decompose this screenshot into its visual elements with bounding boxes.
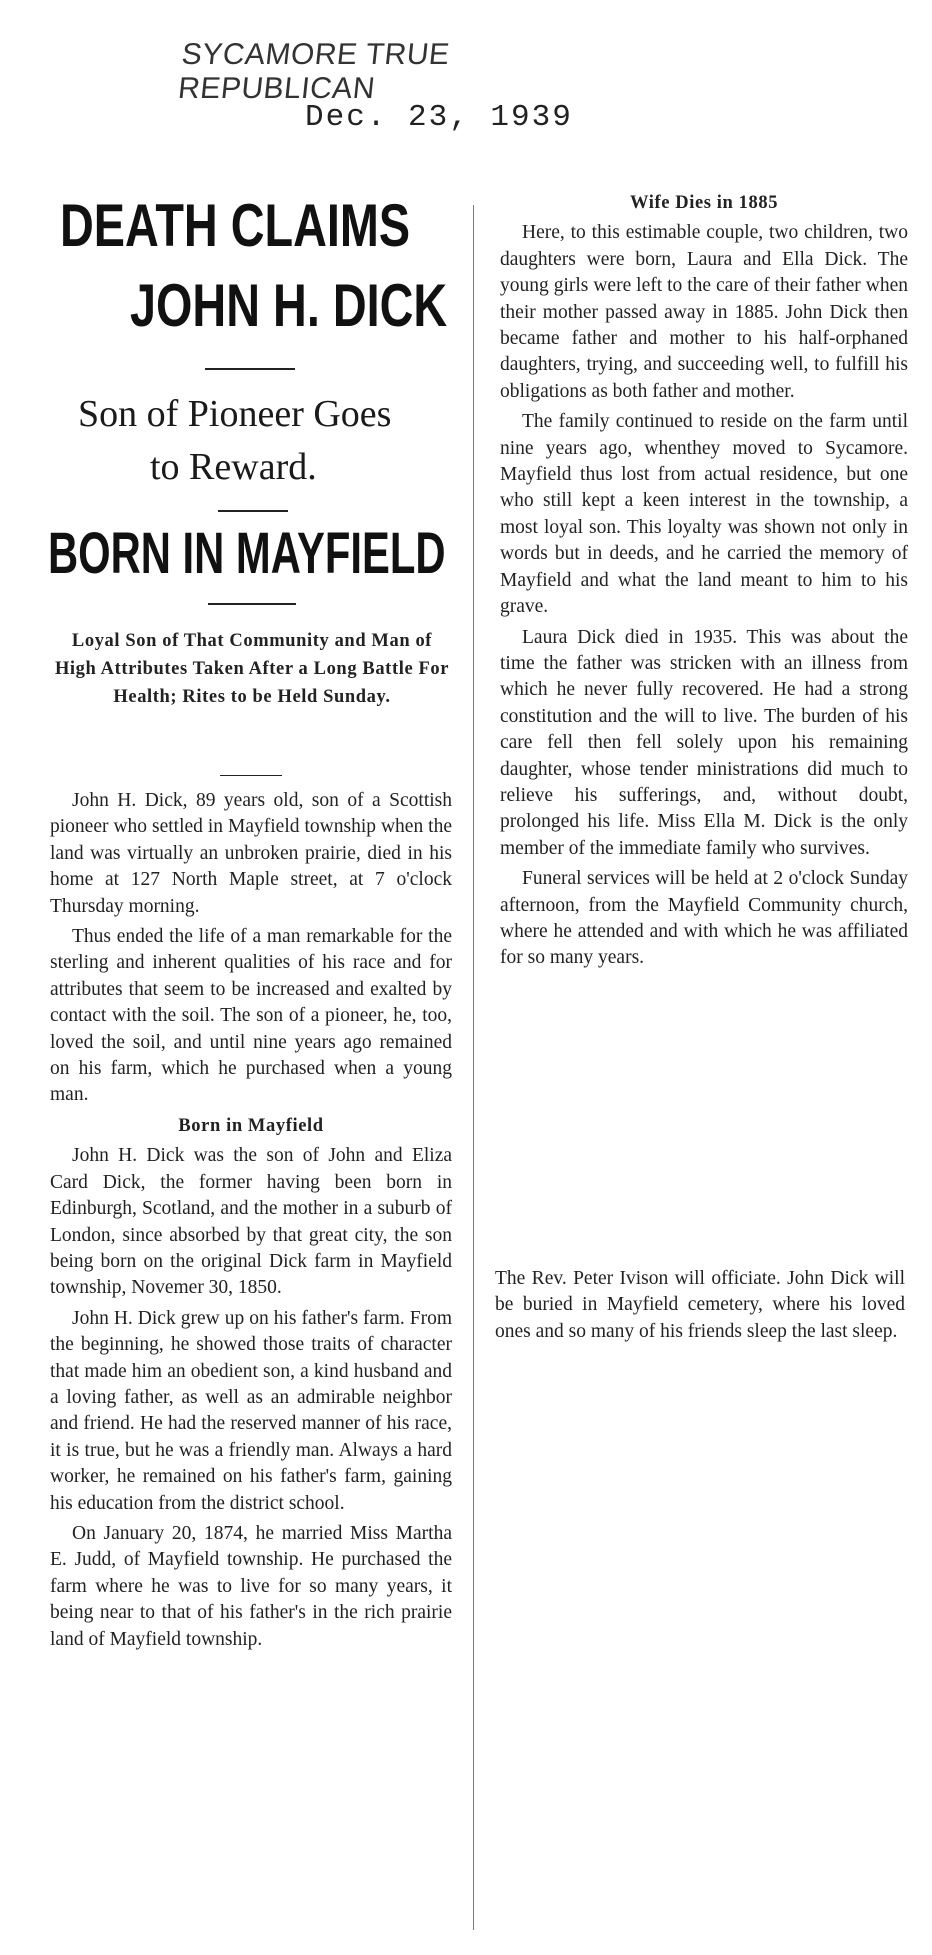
paragraph: John H. Dick, 89 years old, son of a Scottish pioneer who settled in Mayfield township when the land was virtually an unbroken prairie, died in his home at 127 North Maple street, at 7 o'clock Thursday morning. [50,790,452,917]
paragraph: Thus ended the life of a man remarkable for the sterling and inherent qualities of his race and for attributes that seem to be increased and exalted by contact with the soil. The son of a pioneer, he, too, loved the soil, and until nine years ago remained on his farm, which he purchased when a young man. [50,926,452,1106]
masthead-title: SYCAMORE TRUE REPUBLICAN [176,38,452,105]
headline-born-in-mayfield: BORN IN MAYFIELD [48,521,446,586]
paragraph: On January 20, 1874, he married Miss Martha E. Judd, of Mayfield township. He purchased the farm where he was to live for so many years, it being near to that of his father's in the rich prairie land of Mayfield township. [50,1522,452,1650]
column-rule [473,205,474,1930]
dateline: Dec. 23, 1939 [305,100,573,135]
subheadline: Loyal Son of That Community and Man of High Attributes Taken After a Long Battle For Health; Rites to be Held Sunday. [54,631,450,707]
paragraph: John H. Dick was the son of John and Eliza Card Dick, the former having been born in Edinburgh, Scotland, and the mother in a suburb of London, since absorbed by that great city, the son being born on the original Dick farm in Mayfield township, Novemer 30, 1850. [50,1145,452,1299]
paragraph: Funeral services will be held at 2 o'clock Sunday afternoon, from the Mayfield Community church, where he attended and with which he was affiliated for so many years. [500,868,908,969]
left-column-body [50,788,452,1657]
section-heading-born-in-mayfield: Born in Mayfield [178,1115,324,1136]
subhead-divider [220,775,282,776]
headline2-divider [208,603,296,605]
headline-line-1: DEATH CLAIMS [60,192,411,259]
section-heading-wife-dies: Wife Dies in 1885 [629,193,779,213]
paragraph: Here, to this estimable couple, two children, two daughters were born, Laura and Ella Dick. The young girls were left to the care of their father when their mother passed away in 1885. John Dick then became father and mother to his half-orphaned daughters, trying, and succeeding well, to fulfill his obligations as both father and mother. [500,222,908,402]
paragraph: John H. Dick grew up on his father's farm. From the beginning, he showed those traits of character that made him an obedient son, a kind husband and a loving father, as well as an admirable neighbor and friend. He had the reserved manner of his race, it is true, but he was a friendly man. Always a hard worker, he remained on his father's farm, gaining his education from the district school. [50,1307,452,1514]
deck-divider [218,510,288,512]
right-column-closing [495,1266,905,1349]
right-column-body [500,188,908,976]
headline-divider [205,368,295,370]
deck-line-2: to Reward. [150,446,317,488]
paragraph: The family continued to reside on the farm until nine years ago, whenthey moved to Sycamore. Mayfield thus lost from actual residence, but one who still kept a keen interest in the township, a most loyal son. This loyalty was shown not only in words but in deeds, and he carried the memory of Mayfield and what the land meant to him to his grave. [500,411,908,618]
paragraph-closing: The Rev. Peter Ivison will officiate. John Dick will be buried in Mayfield cemetery, where his loved ones and so many of his friends sleep the last sleep. [495,1268,905,1342]
headline-line-2: JOHN H. DICK [130,272,448,339]
deck-line-1: Son of Pioneer Goes [78,393,392,435]
paragraph: Laura Dick died in 1935. This was about the time the father was stricken with an illness from which he never fully recovered. He had a strong constitution and the will to live. The burden of his care fell then fell solely upon his remaining daughter, whose tender ministrations did much to relieve his sufferings, and, without doubt, prolonged his life. Miss Ella M. Dick is the only member of the immediate family who survives. [500,626,908,859]
